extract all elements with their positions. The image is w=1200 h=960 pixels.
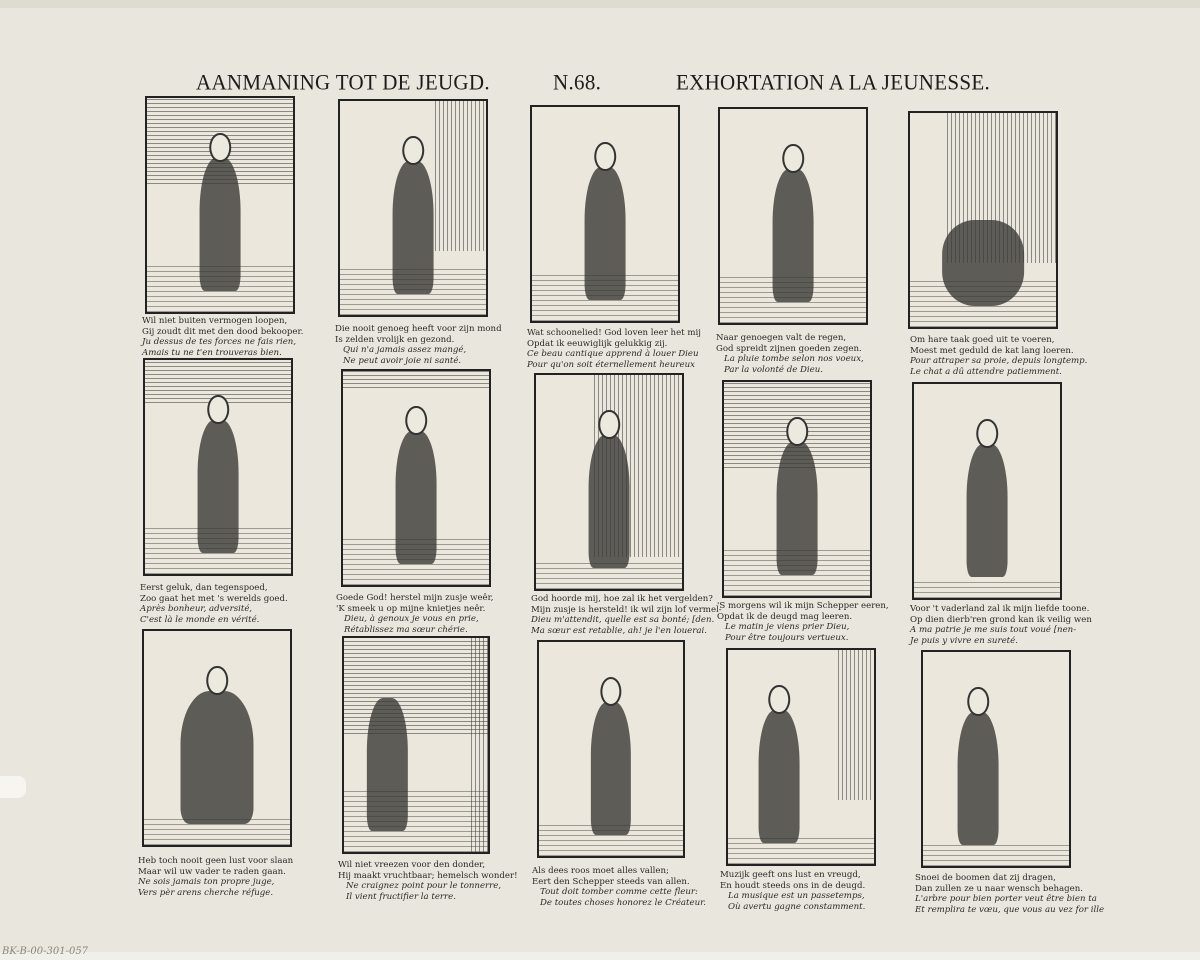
woodcut-panel-11: [142, 629, 292, 847]
title-dutch: AANMANING TOT DE JEUGD.: [196, 69, 490, 95]
scan-edge: [0, 952, 1200, 960]
woodcut-panel-10: [912, 382, 1062, 600]
woodcut-panel-1: [145, 96, 295, 314]
caption-10: Voor 't vaderland zal ik mijn liefde toone. Op dien dierb'ren grond kan ik veilig wen A ma patrie je me suis tout voué [nen- Je puis y vivre en sureté.: [910, 604, 1092, 646]
caption-15: Snoei de boomen dat zij dragen, Dan zullen ze u naar wensch behagen. L'arbre pour bien porter veut être bien ta Et remplira te vœu, que vous au vez for ille: [915, 873, 1105, 915]
caption-9: 'S morgens wil ik mijn Schepper eeren, Opdat ik de deugd mag leeren. Le matin je viens prier Dieu, Pour être toujours vertueux.: [717, 601, 889, 643]
woodcut-panel-2: [338, 99, 488, 317]
caption-14: Muzijk geeft ons lust en vreugd, En houdt steeds ons in de deugd. La musique est un passetemps, Où avertu gagne constamment.: [720, 870, 866, 912]
woodcut-panel-9: [722, 380, 872, 598]
caption-7: Goede God! herstel mijn zusje weêr, 'K smeek u op mijne knietjes neêr. Dieu, à genoux je vous en prie, Rétablissez ma sœur chérie.: [336, 593, 494, 635]
woodcut-panel-15: [921, 650, 1071, 868]
caption-12: Wil niet vreezen voor den donder, Hij maakt vruchtbaar; hemelsch wonder! Ne craignez point pour le tonnerre, Il vient fructifier la terre.: [338, 860, 518, 902]
woodcut-panel-13: [537, 640, 685, 858]
caption-5: Om hare taak goed uit te voeren, Moest met geduld de kat lang loeren. Pour attraper sa proie, depuis longtemp. Le chat a dû attendre patiemment.: [910, 335, 1088, 377]
woodcut-panel-5: [908, 111, 1058, 329]
caption-1: Wil niet buiten vermogen loopen, Gij zoudt dit met den dood bekooper. Ju dessus de tes forces ne fais rien, Amais tu ne t'en trouveras bien.: [142, 316, 304, 358]
caption-8: God hoorde mij, hoe zal ik het vergelden? Mijn zusje is hersteld! ik wil zijn lof vermel- Dieu m'attendit, quelle est sa bonté; [den. Ma sœur est retablie, ah! je l'en louerai.: [531, 594, 722, 636]
inventory-number: BK-B-00-301-057: [2, 946, 89, 957]
woodcut-panel-8: [534, 373, 684, 591]
woodcut-panel-3: [530, 105, 680, 323]
title-french: EXHORTATION A LA JEUNESSE.: [676, 69, 991, 95]
woodcut-panel-7: [341, 369, 491, 587]
woodcut-panel-14: [726, 648, 876, 866]
print-number: N.68.: [553, 69, 602, 95]
woodcut-panel-6: [143, 358, 293, 576]
woodcut-panel-12: [342, 636, 490, 854]
caption-6: Eerst geluk, dan tegenspoed, Zoo gaat het met 's werelds goed. Après bonheur, adversité, C'est là le monde en vérité.: [140, 583, 288, 625]
paper-tab: [0, 776, 26, 798]
woodcut-panel-4: [718, 107, 868, 325]
caption-4: Naar genoegen valt de regen, God spreidt zijnen goeden zegen. La pluie tombe selon nos voeux, Par la volonté de Dieu.: [716, 333, 864, 375]
caption-2: Die nooit genoeg heeft voor zijn mond Is zelden vrolijk en gezond. Qui n'a jamais assez mangé, Ne peut avoir joie ni santé.: [335, 324, 502, 366]
caption-13: Als dees roos moet alles vallen; Eert den Schepper steeds van allen. Tout doit tomber comme cette fleur: De toutes choses honorez le Créateur.: [532, 866, 707, 908]
caption-3: Wat schoonelied! God loven leer het mij Opdat ik eeuwiglijk gelukkig zij. Ce beau cantique apprend à louer Dieu Pour qu'on soit éternellement heureux: [527, 328, 701, 370]
caption-11: Heb toch nooit geen lust voor slaan Maar wil uw vader te raden gaan. Ne sois jamais ton propre juge, Vers pèr arens cherche réfuge.: [138, 856, 294, 898]
